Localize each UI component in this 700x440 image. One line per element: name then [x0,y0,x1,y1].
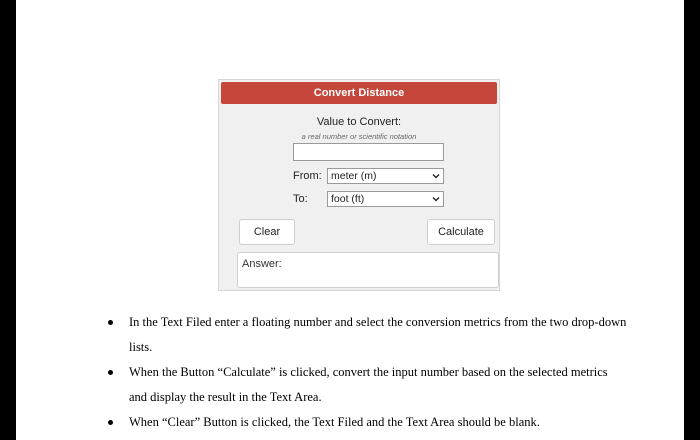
value-hint-text: a real number or scientific notation [301,132,417,141]
list-item-text: In the Text Filed enter a floating number and select the conversion metrics from the two drop-down lists. [129,315,627,354]
to-label: To: [293,193,308,205]
bullet-dot-icon [108,420,113,425]
answer-label: Answer: [242,258,282,270]
value-input[interactable] [293,143,444,161]
calculate-button[interactable]: Calculate [427,219,495,245]
requirements-list [108,310,628,435]
list-item-text: When the Button “Calculate” is clicked, convert the input number based on the selected metrics and display the result in the Text Area. [129,365,608,404]
bullet-dot-icon [108,370,113,375]
list-item [108,360,628,410]
chevron-down-icon [432,172,440,180]
answer-text-area[interactable] [237,252,499,288]
clear-button[interactable]: Clear [239,219,295,245]
to-unit-select[interactable] [327,191,444,207]
from-label: From: [293,170,322,182]
value-to-convert-label: Value to Convert: [316,116,402,128]
convert-distance-widget [218,79,500,291]
from-unit-selected-value: meter (m) [331,170,377,182]
widget-title: Convert Distance [221,82,497,104]
list-item-text: When “Clear” Button is clicked, the Text Filed and the Text Area should be blank. [129,415,540,429]
chevron-down-icon [432,195,440,203]
document-page [16,0,684,440]
list-item [108,310,628,360]
from-unit-select[interactable] [327,168,444,184]
bullet-dot-icon [108,320,113,325]
to-unit-selected-value: foot (ft) [331,193,365,205]
list-item [108,410,628,435]
